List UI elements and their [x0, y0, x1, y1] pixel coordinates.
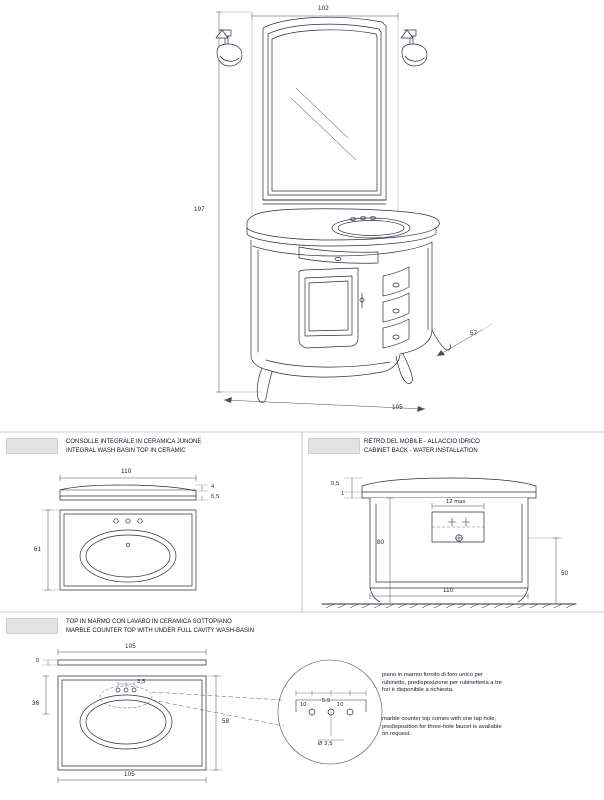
section-title-marble-top-it: TOP IN MARMO CON LAVABO IN CERAMICA SOTTOPIANO: [66, 619, 232, 625]
dim-back-top-offset: 9,5: [331, 481, 340, 487]
dim-marble-basin-offset: 36: [32, 700, 40, 707]
dim-basin-top-width: 110: [121, 468, 132, 475]
dim-back-centre-height: 80: [377, 539, 385, 546]
dim-marble-slab-thickness: 5: [36, 658, 40, 664]
dim-basin-edge-height: 5,5: [211, 494, 220, 500]
dim-marble-top-width: 105: [125, 643, 136, 650]
dim-back-small-offset: 1: [341, 491, 345, 497]
dim-back-side-height: 50: [561, 570, 569, 577]
dim-marble-depth: 58: [222, 718, 230, 725]
dim-main-front-width: 105: [392, 404, 403, 411]
dim-callout-centre-offset: 5,5: [322, 698, 331, 704]
section-title-integral-basin-it: CONSOLLE INTEGRALE IN CERAMICA JUNONE: [66, 439, 202, 445]
section-swatch-marble-top: [6, 618, 58, 634]
dim-marble-bottom-width: 105: [124, 771, 135, 778]
section-swatch-cabinet-back: [308, 438, 360, 454]
section-title-integral-basin-en: INTEGRAL WASH BASIN TOP IN CERAMIC: [66, 448, 186, 454]
note-english: marble counter top comes with one tap hole, predisposition for three-hole faucet is available on request.: [382, 716, 502, 738]
dim-callout-right-spacing: 10: [337, 702, 344, 708]
dim-basin-depth: 61: [34, 546, 42, 553]
dim-basin-top-thickness: 4: [211, 484, 215, 490]
section-title-cabinet-back-en: CABINET BACK - WATER INSTALLATION: [364, 448, 478, 454]
section-swatch-integral-basin: [6, 438, 58, 454]
dim-main-depth: 57: [470, 330, 478, 337]
dim-callout-left-spacing: 10: [300, 702, 307, 708]
note-italian: piano in marmo fornito di foro unico per rubinetto, predisposizione per rubinetteria a tre fori è disponibile a richiesta.: [382, 672, 502, 694]
dim-callout-hole-diameter: Ø 3,5: [318, 741, 333, 747]
dim-back-plate-width: 12 max: [446, 499, 466, 505]
dim-back-bottom-width: 110: [443, 587, 454, 594]
dim-main-top-width: 102: [318, 5, 329, 12]
section-title-cabinet-back-it: RETRO DEL MOBILE - ALLACCIO IDRICO: [364, 439, 480, 445]
dim-marble-tap-hole-dia: 3,5: [137, 679, 146, 685]
section-title-marble-top-en: MARBLE COUNTER TOP WITH UNDER FULL CAVITY WASH-BASIN: [66, 628, 255, 634]
dim-main-total-height: 197: [194, 206, 205, 213]
